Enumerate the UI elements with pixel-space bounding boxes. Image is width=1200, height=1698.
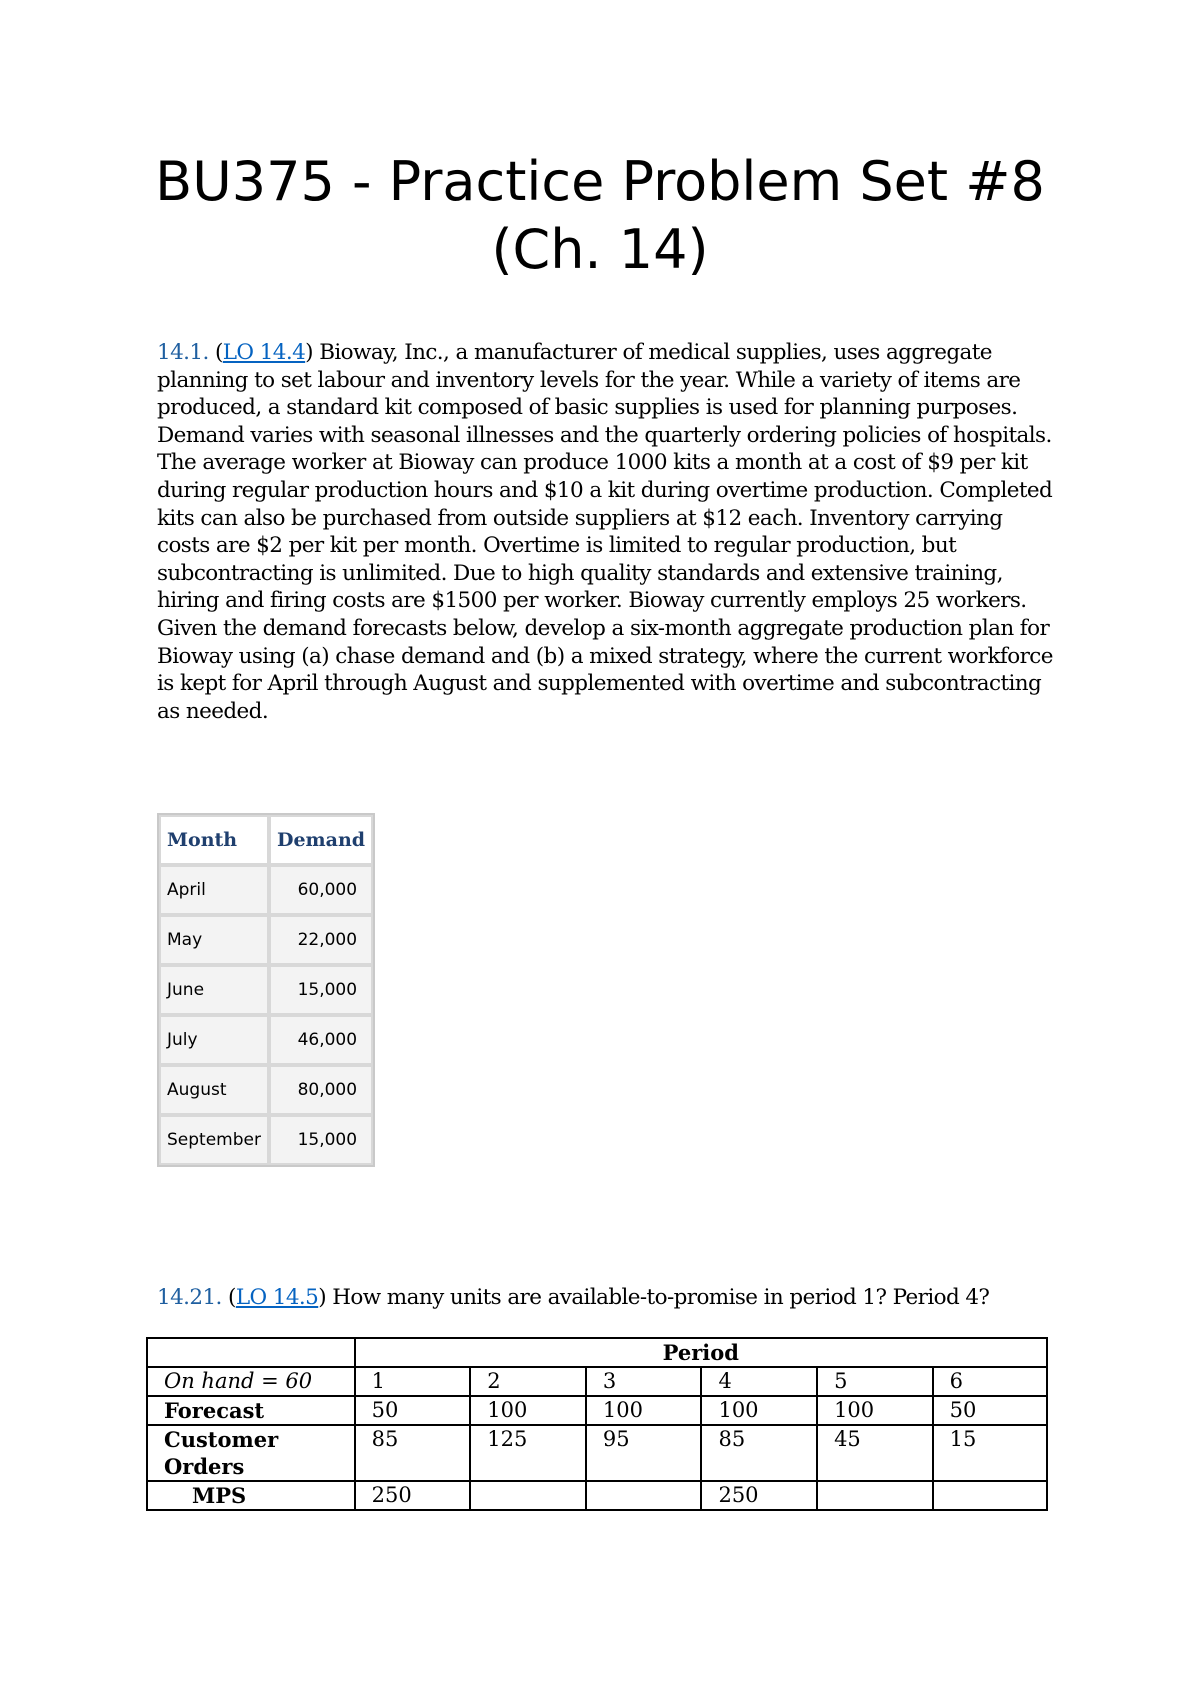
problem-14-1: 14.1. (LO 14.4) Bioway, Inc., a manufacturer of medical supplies, uses aggregate planning to set labour and inventory levels for the year. While a variety of items are produced, a standard kit composed of basic supplies is used for planning purposes. Demand varies with seasonal illnesses and the quarterly ordering policies of hospitals. The average worker at Bioway can produce 1000 kits a month at a cost of $9 per kit during regular production hours and $10 a kit during overtime production. Completed kits can also be purchased from outside suppliers at $12 each. Inventory carrying costs are $2 per kit per month. Overtime is limited to regular production, but subcontracting is unlimited. Due to high quality standards and extensive training, hiring and firing costs are $1500 per worker. Bioway currently employs 25 workers. Given the demand forecasts below, develop a six-month aggregate production plan for Bioway using (a) chase demand and (b) a mixed strategy, where the current workforce is kept for April through August and supplemented with overtime and subcontracting as needed. xyxy=(157,340,1053,724)
period-header-row xyxy=(147,1338,1047,1367)
table-row xyxy=(159,1115,373,1165)
period-header: Period xyxy=(355,1338,1047,1367)
row-label: MPS xyxy=(147,1481,355,1510)
title-line-2: (Ch. 14) xyxy=(491,218,709,281)
period-number: 1 xyxy=(355,1367,471,1396)
column-header-month: Month xyxy=(159,815,269,865)
demand-cell: 15,000 xyxy=(269,1115,373,1165)
orders-cell: 125 xyxy=(470,1425,586,1481)
problem-number: 14.21. xyxy=(157,1285,222,1310)
period-number: 2 xyxy=(470,1367,586,1396)
period-number-row xyxy=(147,1367,1047,1396)
demand-cell: 46,000 xyxy=(269,1015,373,1065)
lo-link[interactable]: LO 14.5 xyxy=(235,1285,319,1310)
month-cell: August xyxy=(159,1065,269,1115)
mps-cell: 250 xyxy=(701,1481,817,1510)
problem-14-21: 14.21. (LO 14.5) How many units are available-to-promise in period 1? Period 4? xyxy=(157,1285,990,1310)
mps-table xyxy=(146,1337,1048,1511)
demand-cell: 22,000 xyxy=(269,915,373,965)
month-cell: June xyxy=(159,965,269,1015)
mps-cell xyxy=(817,1481,933,1510)
lo-link[interactable]: LO 14.4 xyxy=(222,340,306,365)
column-header-demand: Demand xyxy=(269,815,373,865)
orders-cell: 45 xyxy=(817,1425,933,1481)
table-header-row xyxy=(159,815,373,865)
problem-number: 14.1. xyxy=(157,340,209,365)
demand-cell: 80,000 xyxy=(269,1065,373,1115)
title-line-1: BU375 - Practice Problem Set #8 xyxy=(155,150,1045,213)
month-cell: September xyxy=(159,1115,269,1165)
month-cell: April xyxy=(159,865,269,915)
orders-cell: 95 xyxy=(586,1425,702,1481)
month-cell: July xyxy=(159,1015,269,1065)
orders-cell: 85 xyxy=(701,1425,817,1481)
demand-cell: 15,000 xyxy=(269,965,373,1015)
demand-table xyxy=(157,813,375,1167)
mps-cell xyxy=(470,1481,586,1510)
orders-cell: 85 xyxy=(355,1425,471,1481)
period-number: 3 xyxy=(586,1367,702,1396)
row-label: Forecast xyxy=(147,1396,355,1425)
mps-row xyxy=(147,1481,1047,1510)
problem-text: How many units are available-to-promise in period 1? Period 4? xyxy=(332,1285,990,1310)
period-number: 5 xyxy=(817,1367,933,1396)
table-row xyxy=(159,915,373,965)
table-row xyxy=(159,865,373,915)
empty-corner-cell xyxy=(147,1338,355,1367)
period-number: 6 xyxy=(933,1367,1047,1396)
table-row xyxy=(159,965,373,1015)
forecast-row xyxy=(147,1396,1047,1425)
mps-cell xyxy=(933,1481,1047,1510)
customer-orders-row xyxy=(147,1425,1047,1481)
month-cell: May xyxy=(159,915,269,965)
forecast-cell: 100 xyxy=(701,1396,817,1425)
forecast-cell: 100 xyxy=(817,1396,933,1425)
demand-cell: 60,000 xyxy=(269,865,373,915)
table-row xyxy=(159,1065,373,1115)
row-label: Customer Orders xyxy=(147,1425,355,1481)
forecast-cell: 50 xyxy=(933,1396,1047,1425)
forecast-cell: 100 xyxy=(470,1396,586,1425)
mps-cell xyxy=(586,1481,702,1510)
forecast-cell: 100 xyxy=(586,1396,702,1425)
mps-cell: 250 xyxy=(355,1481,471,1510)
on-hand-label: On hand = 60 xyxy=(147,1367,355,1396)
page-title xyxy=(0,148,1200,284)
problem-text: Bioway, Inc., a manufacturer of medical supplies, uses aggregate planning to set labour and inventory levels for the year. While a variety of items are produced, a standard kit composed of basic supplies is used for planning purposes. Demand varies with seasonal illnesses and the quarterly ordering policies of hospitals. The average worker at Bioway can produce 1000 kits a month at a cost of $9 per kit during regular production hours and $10 a kit during overtime production. Completed kits can also be purchased from outside suppliers at $12 each. Inventory carrying costs are $2 per kit per month. Overtime is limited to regular production, but subcontracting is unlimited. Due to high quality standards and extensive training, hiring and firing costs are $1500 per worker. Bioway currently employs 25 workers. Given the demand forecasts below, develop a six-month aggregate production plan for Bioway using (a) chase demand and (b) a mixed strategy, where the current workforce is kept for April through August and supplemented with overtime and subcontracting as needed. xyxy=(157,340,1053,724)
orders-cell: 15 xyxy=(933,1425,1047,1481)
forecast-cell: 50 xyxy=(355,1396,471,1425)
table-row xyxy=(159,1015,373,1065)
period-number: 4 xyxy=(701,1367,817,1396)
